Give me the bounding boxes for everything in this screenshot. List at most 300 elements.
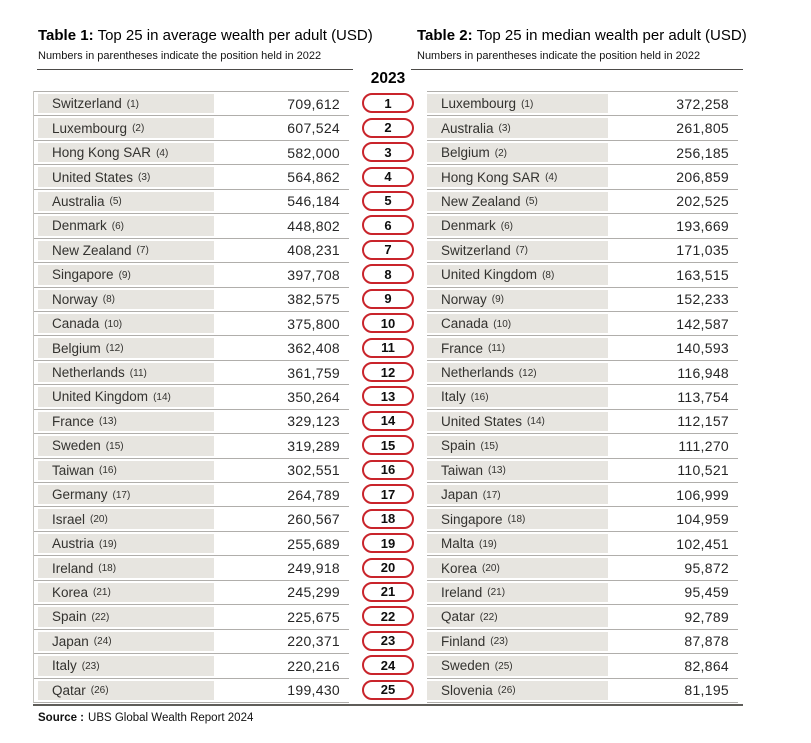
year-label: 2023	[370, 70, 406, 87]
table1-row	[34, 384, 349, 408]
table2-row	[427, 384, 738, 408]
bottom-rule	[33, 704, 743, 706]
previous-year-rank: (14)	[153, 391, 171, 403]
country-name: Netherlands	[441, 365, 514, 381]
country-name: Spain	[441, 438, 476, 454]
rank-slot	[360, 629, 416, 653]
country-cell	[427, 679, 608, 702]
country-cell	[38, 459, 214, 482]
country-name: Switzerland	[52, 96, 122, 112]
table1-title-label: Table 1:	[38, 27, 94, 44]
previous-year-rank: (26)	[497, 685, 516, 697]
country-name: Norway	[441, 291, 487, 307]
country-cell	[427, 483, 608, 506]
country-cell	[38, 288, 214, 311]
country-name: Singapore	[52, 267, 114, 283]
previous-year-rank: (26)	[90, 685, 109, 697]
country-cell	[427, 385, 608, 408]
rank-slot	[360, 433, 416, 457]
previous-year-rank: (23)	[490, 636, 509, 648]
table2-row	[427, 653, 738, 677]
country-cell	[38, 92, 214, 115]
previous-year-rank: (4)	[156, 147, 169, 159]
rank-badge: 4	[362, 167, 414, 187]
country-cell	[427, 605, 608, 628]
rank-slot	[360, 678, 416, 702]
previous-year-rank: (15)	[480, 440, 499, 452]
country-cell	[427, 630, 608, 653]
previous-year-rank: (10)	[493, 318, 512, 330]
previous-year-rank: (24)	[93, 636, 112, 648]
previous-year-rank: (5)	[109, 196, 122, 208]
table2-row	[427, 506, 738, 530]
wealth-value: 375,800	[214, 312, 349, 335]
country-name: Singapore	[441, 511, 503, 527]
wealth-value: 92,789	[608, 605, 738, 628]
country-cell	[38, 116, 214, 139]
table1-title-text: Top 25 in average wealth per adult (USD)	[97, 27, 373, 44]
country-cell	[38, 483, 214, 506]
rank-badge: 3	[362, 142, 414, 162]
country-name: Italy	[441, 389, 466, 405]
country-name: Sweden	[441, 658, 490, 674]
country-cell	[427, 434, 608, 457]
wealth-value: 163,515	[608, 263, 738, 286]
previous-year-rank: (9)	[491, 294, 504, 306]
table2-row	[427, 409, 738, 433]
table2-row	[427, 433, 738, 457]
country-cell	[38, 385, 214, 408]
table2-row	[427, 360, 738, 384]
table1-row	[34, 604, 349, 628]
previous-year-rank: (8)	[102, 294, 115, 306]
table2-subtitle: Numbers in parentheses indicate the position held in 2022	[417, 50, 701, 62]
rank-badge: 5	[362, 191, 414, 211]
wealth-value: 202,525	[608, 190, 738, 213]
wealth-value: 95,872	[608, 556, 738, 579]
country-name: Canada	[441, 316, 489, 332]
wealth-value: 709,612	[214, 92, 349, 115]
table2-row	[427, 604, 738, 628]
country-name: Korea	[441, 560, 478, 576]
country-cell	[38, 532, 214, 555]
country-cell	[38, 190, 214, 213]
table2-row	[427, 458, 738, 482]
source-text: UBS Global Wealth Report 2024	[88, 712, 254, 724]
country-cell	[38, 605, 214, 628]
wealth-value: 81,195	[608, 679, 738, 702]
previous-year-rank: (21)	[93, 587, 111, 599]
country-cell	[427, 165, 608, 188]
source-line	[38, 712, 253, 724]
previous-year-rank: (8)	[542, 269, 555, 281]
table1-row	[34, 335, 349, 359]
previous-year-rank: (7)	[515, 245, 529, 257]
country-cell	[38, 239, 214, 262]
rank-slot	[360, 91, 416, 115]
previous-year-rank: (1)	[126, 98, 140, 110]
country-cell	[427, 361, 608, 384]
previous-year-rank: (23)	[81, 660, 100, 672]
country-name: United States	[441, 413, 523, 429]
country-cell	[427, 239, 608, 262]
country-name: Austria	[52, 536, 95, 552]
wealth-value: 111,270	[608, 434, 738, 457]
country-cell	[38, 263, 214, 286]
country-cell	[38, 141, 214, 164]
rank-slot	[360, 555, 416, 579]
country-name: Switzerland	[441, 242, 511, 258]
source-label: Source :	[38, 712, 85, 724]
table1-title	[37, 26, 373, 45]
table2-row	[427, 555, 738, 579]
rank-badge: 11	[362, 338, 414, 358]
rank-badge: 10	[362, 313, 414, 333]
country-name: France	[52, 413, 95, 429]
table1-row	[34, 531, 349, 555]
previous-year-rank: (7)	[136, 245, 149, 257]
table2-title-text: Top 25 in median wealth per adult (USD)	[476, 27, 747, 44]
rank-slot	[360, 262, 416, 286]
country-cell	[427, 312, 608, 335]
table1-row	[34, 555, 349, 579]
rank-badge: 16	[362, 460, 414, 480]
wealth-value: 245,299	[214, 581, 349, 604]
previous-year-rank: (25)	[494, 660, 513, 672]
previous-year-rank: (21)	[487, 587, 506, 599]
rank-badge: 12	[362, 362, 414, 382]
previous-year-rank: (9)	[118, 269, 131, 281]
rank-badge: 7	[362, 240, 414, 260]
wealth-value: 142,587	[608, 312, 738, 335]
country-cell	[427, 92, 608, 115]
country-cell	[427, 141, 608, 164]
rank-badge: 6	[362, 215, 414, 235]
country-name: France	[441, 340, 484, 356]
table2-row	[427, 189, 738, 213]
country-cell	[38, 507, 214, 530]
rank-slot	[360, 604, 416, 628]
country-name: United Kingdom	[52, 389, 149, 405]
wealth-value: 582,000	[214, 141, 349, 164]
previous-year-rank: (3)	[138, 172, 151, 184]
previous-year-rank: (2)	[494, 147, 508, 159]
rank-slot	[360, 580, 416, 604]
wealth-value: 382,575	[214, 288, 349, 311]
table2-row	[427, 629, 738, 653]
table1-row	[34, 458, 349, 482]
table2-row	[427, 115, 738, 139]
country-name: Qatar	[441, 609, 475, 625]
country-cell	[427, 336, 608, 359]
country-cell	[427, 532, 608, 555]
wealth-value: 397,708	[214, 263, 349, 286]
previous-year-rank: (11)	[129, 367, 147, 379]
rank-slot	[360, 140, 416, 164]
country-cell	[38, 410, 214, 433]
country-name: Finland	[441, 633, 486, 649]
rank-slot	[360, 409, 416, 433]
wealth-value: 256,185	[608, 141, 738, 164]
wealth-value: 260,567	[214, 507, 349, 530]
wealth-value: 112,157	[608, 410, 738, 433]
wealth-value: 255,689	[214, 532, 349, 555]
rank-slot	[360, 360, 416, 384]
table2-title-label: Table 2:	[417, 27, 473, 44]
wealth-value: 319,289	[214, 434, 349, 457]
table1-row	[34, 311, 349, 335]
country-name: Belgium	[52, 340, 101, 356]
country-name: Qatar	[52, 682, 86, 698]
table1-row	[34, 409, 349, 433]
country-name: Belgium	[441, 145, 490, 161]
table1-row	[34, 213, 349, 237]
rank-badge: 1	[362, 93, 414, 113]
country-name: Hong Kong SAR	[441, 169, 541, 185]
wealth-value: 546,184	[214, 190, 349, 213]
country-cell	[427, 190, 608, 213]
previous-year-rank: (16)	[470, 391, 489, 403]
rank-slot	[360, 384, 416, 408]
rank-badge: 18	[362, 509, 414, 529]
table1-row	[34, 262, 349, 286]
table2-row	[427, 213, 738, 237]
wealth-value: 116,948	[608, 361, 738, 384]
country-cell	[38, 679, 214, 702]
previous-year-rank: (17)	[112, 489, 131, 501]
table2-row	[427, 238, 738, 262]
country-cell	[427, 556, 608, 579]
country-name: Denmark	[441, 218, 496, 234]
country-cell	[427, 410, 608, 433]
rank-badge: 21	[362, 582, 414, 602]
wealth-value: 82,864	[608, 654, 738, 677]
previous-year-rank: (12)	[105, 343, 124, 355]
country-name: Hong Kong SAR	[52, 145, 152, 161]
country-name: Japan	[441, 487, 478, 503]
country-cell	[38, 434, 214, 457]
table2-row	[427, 678, 738, 702]
table2-header	[411, 26, 747, 70]
country-cell	[427, 459, 608, 482]
wealth-value: 264,789	[214, 483, 349, 506]
country-name: Korea	[52, 584, 89, 600]
table1-subtitle: Numbers in parentheses indicate the position held in 2022	[38, 50, 322, 62]
table1-row	[34, 189, 349, 213]
rank-badge: 8	[362, 264, 414, 284]
rank-slot	[360, 213, 416, 237]
country-name: Spain	[52, 609, 87, 625]
wealth-value: 95,459	[608, 581, 738, 604]
previous-year-rank: (13)	[99, 416, 117, 428]
table1-row	[34, 433, 349, 457]
country-name: Australia	[52, 193, 105, 209]
rank-slot	[360, 287, 416, 311]
wealth-value: 193,669	[608, 214, 738, 237]
country-cell	[38, 654, 214, 677]
table2-row	[427, 140, 738, 164]
wealth-value: 302,551	[214, 459, 349, 482]
rank-slot	[360, 482, 416, 506]
previous-year-rank: (3)	[498, 123, 511, 135]
country-cell	[38, 630, 214, 653]
country-name: Ireland	[52, 560, 94, 576]
wealth-value: 225,675	[214, 605, 349, 628]
rank-badge: 24	[362, 655, 414, 675]
wealth-value: 261,805	[608, 116, 738, 139]
rank-badge: 9	[362, 289, 414, 309]
previous-year-rank: (22)	[91, 611, 110, 623]
country-cell	[38, 312, 214, 335]
country-cell	[38, 336, 214, 359]
table2-row	[427, 482, 738, 506]
table1-row	[34, 678, 349, 702]
country-name: Israel	[52, 511, 86, 527]
table-average-wealth	[33, 91, 349, 703]
previous-year-rank: (5)	[525, 196, 538, 208]
rank-badge: 2	[362, 118, 414, 138]
country-name: Netherlands	[52, 365, 125, 381]
previous-year-rank: (10)	[104, 318, 123, 330]
previous-year-rank: (11)	[488, 343, 506, 355]
previous-year-rank: (1)	[521, 98, 534, 110]
country-cell	[427, 263, 608, 286]
previous-year-rank: (13)	[488, 465, 506, 477]
table1-row	[34, 140, 349, 164]
rank-badge: 14	[362, 411, 414, 431]
previous-year-rank: (6)	[500, 220, 513, 232]
wealth-value: 113,754	[608, 385, 738, 408]
rank-slot	[360, 164, 416, 188]
wealth-value: 408,231	[214, 239, 349, 262]
country-cell	[427, 116, 608, 139]
previous-year-rank: (6)	[111, 220, 124, 232]
wealth-value: 104,959	[608, 507, 738, 530]
rank-badge: 15	[362, 435, 414, 455]
country-name: Australia	[441, 120, 494, 136]
wealth-value: 110,521	[608, 459, 738, 482]
country-name: Luxembourg	[441, 96, 517, 112]
wealth-value: 350,264	[214, 385, 349, 408]
wealth-value: 199,430	[214, 679, 349, 702]
country-cell	[38, 556, 214, 579]
table1-row	[34, 482, 349, 506]
country-cell	[38, 581, 214, 604]
table1-row	[34, 238, 349, 262]
wealth-value: 87,878	[608, 630, 738, 653]
previous-year-rank: (22)	[479, 611, 498, 623]
table1-row	[34, 580, 349, 604]
previous-year-rank: (18)	[507, 514, 526, 526]
table2-title	[411, 26, 747, 45]
rank-slot	[360, 506, 416, 530]
wealth-value: 362,408	[214, 336, 349, 359]
table-median-wealth	[427, 91, 738, 703]
wealth-value: 140,593	[608, 336, 738, 359]
country-name: United States	[52, 169, 134, 185]
wealth-value: 220,216	[214, 654, 349, 677]
country-cell	[38, 214, 214, 237]
previous-year-rank: (12)	[518, 367, 537, 379]
country-cell	[427, 288, 608, 311]
rank-slot	[360, 238, 416, 262]
wealth-value: 361,759	[214, 361, 349, 384]
table1-row	[34, 287, 349, 311]
rank-slot	[360, 335, 416, 359]
previous-year-rank: (18)	[98, 563, 117, 575]
wealth-value: 448,802	[214, 214, 349, 237]
rank-badge: 23	[362, 631, 414, 651]
table1-row	[34, 629, 349, 653]
country-name: Canada	[52, 316, 100, 332]
rank-slot	[360, 189, 416, 213]
rank-badge: 13	[362, 386, 414, 406]
country-name: Malta	[441, 536, 475, 552]
table2-row	[427, 311, 738, 335]
country-cell	[38, 361, 214, 384]
previous-year-rank: (2)	[132, 123, 145, 135]
rank-badge: 22	[362, 606, 414, 626]
previous-year-rank: (15)	[105, 440, 124, 452]
country-name: New Zealand	[52, 242, 132, 258]
previous-year-rank: (20)	[90, 514, 108, 526]
table1-row	[34, 506, 349, 530]
table1-row	[34, 115, 349, 139]
previous-year-rank: (19)	[479, 538, 497, 550]
table2-row	[427, 531, 738, 555]
rank-column	[360, 91, 416, 702]
wealth-value: 106,999	[608, 483, 738, 506]
country-name: Sweden	[52, 438, 101, 454]
rank-badge: 20	[362, 558, 414, 578]
rank-slot	[360, 531, 416, 555]
country-name: Luxembourg	[52, 120, 128, 136]
previous-year-rank: (14)	[527, 416, 545, 428]
wealth-value: 220,371	[214, 630, 349, 653]
wealth-value: 102,451	[608, 532, 738, 555]
country-name: Taiwan	[52, 462, 95, 478]
rank-slot	[360, 311, 416, 335]
country-cell	[38, 165, 214, 188]
table1-row	[34, 360, 349, 384]
previous-year-rank: (20)	[482, 563, 500, 575]
table2-row	[427, 262, 738, 286]
table2-row	[427, 287, 738, 311]
rank-badge: 17	[362, 484, 414, 504]
country-cell	[427, 507, 608, 530]
wealth-value: 607,524	[214, 116, 349, 139]
wealth-value: 564,862	[214, 165, 349, 188]
table1-header	[37, 26, 373, 70]
table2-row	[427, 335, 738, 359]
country-name: Taiwan	[441, 462, 484, 478]
table2-row	[427, 580, 738, 604]
wealth-value: 152,233	[608, 288, 738, 311]
country-name: Germany	[52, 487, 108, 503]
previous-year-rank: (4)	[545, 172, 558, 184]
wealth-value: 206,859	[608, 165, 738, 188]
rank-badge: 25	[362, 680, 414, 700]
table2-row	[427, 164, 738, 188]
country-cell	[427, 214, 608, 237]
rank-slot	[360, 115, 416, 139]
country-name: New Zealand	[441, 193, 521, 209]
rank-badge: 19	[362, 533, 414, 553]
country-name: Japan	[52, 633, 89, 649]
wealth-value: 329,123	[214, 410, 349, 433]
wealth-value: 249,918	[214, 556, 349, 579]
country-name: Italy	[52, 658, 77, 674]
